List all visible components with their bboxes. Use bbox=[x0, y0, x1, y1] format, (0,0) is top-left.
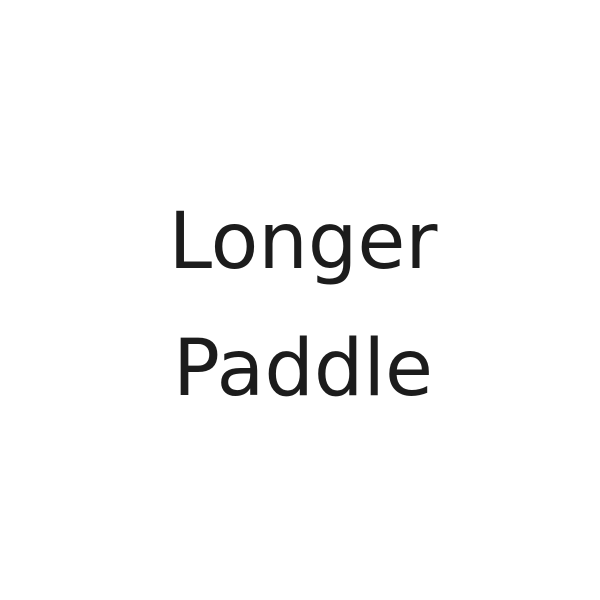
label-line-2: Paddle bbox=[172, 324, 433, 414]
label-line-1: Longer bbox=[168, 197, 438, 287]
